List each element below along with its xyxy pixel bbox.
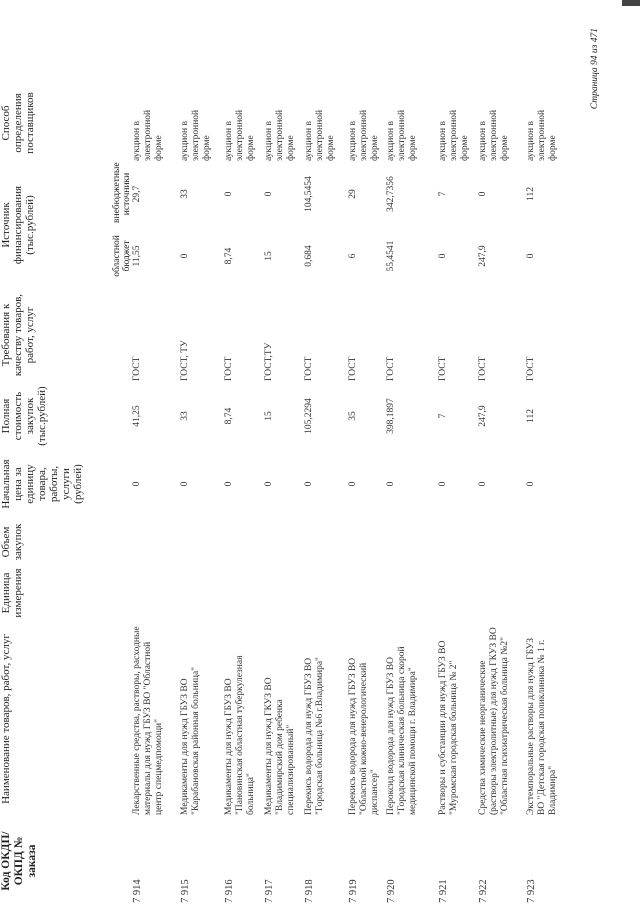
cell-method: аукцион в электронной форме (526, 109, 558, 161)
cell-unit (386, 565, 438, 621)
cell-funding-extra: 104,5454 (304, 176, 314, 212)
cell-volume (478, 519, 526, 565)
cell-method: аукцион в электронной форме (180, 109, 212, 161)
cell-funding-extra: 342,7356 (386, 176, 396, 212)
cell-requirements: ГОСТ (478, 356, 488, 381)
cell-method: аукцион в электронной форме (264, 109, 296, 161)
cell-spacer (180, 0, 224, 83)
cell-name: Медикаменты для нужд ГБУЗ ВО "Карабановская районная больница" (180, 666, 201, 815)
cell-requirements: ГОСТ (438, 356, 448, 381)
cell-funding-regional: 0,684 (304, 245, 314, 267)
table-row (304, 0, 348, 905)
cell-funding-extra: 0 (478, 191, 488, 197)
cell-funding-regional: 247,9 (478, 245, 488, 267)
cell-requirements: ГОСТ (304, 356, 314, 381)
header-funding-extra: внебюджетные источники (112, 162, 132, 223)
cell-spacer (438, 0, 478, 83)
cell-total: 7 (438, 413, 448, 419)
cell-code: 7 923 (526, 879, 537, 903)
cell-funding-regional: 11,55 (132, 245, 142, 267)
cell-spacer (264, 0, 304, 83)
cell-volume (180, 519, 224, 565)
cell-total: 15 (264, 411, 274, 421)
cell-funding-extra: 33 (180, 189, 190, 199)
header-requirements: Требования к качеству товаров, работ, услуг (0, 293, 36, 377)
cell-total: 247,9 (478, 405, 488, 427)
header-total: Полная стоимость закупок (тыс.рублей) (0, 386, 48, 446)
table-row (526, 0, 572, 905)
cell-price: 0 (526, 481, 536, 487)
cell-name: Пероксид водорода для нужд ГБУЗ ВО "Городская клиническая больница скорой медицинской помощи г. Владимира" (386, 646, 418, 815)
cell-price: 0 (386, 481, 396, 487)
header-unit: Единица измерения (0, 568, 24, 618)
cell-price: 0 (348, 481, 358, 487)
cell-total: 33 (180, 411, 190, 421)
cell-method: аукцион в электронной форме (438, 109, 470, 161)
cell-total: 105,2294 (304, 398, 314, 434)
cell-volume (264, 519, 304, 565)
cell-name: Медикаменты для нужд ГКУЗ ВО "Владимирский дом ребенка специализированный" (264, 677, 296, 815)
header-volume: Объем закупок (0, 523, 24, 561)
cell-name: Медикаменты для нужд ГБУЗ ВО "Пановинская областная туберкулезная больница" (224, 655, 256, 815)
cell-price: 0 (264, 481, 274, 487)
cell-code: 7 921 (438, 879, 449, 903)
page-number: Страница 94 из 471 (590, 28, 600, 110)
cell-name: Экстемпоральные растворы для нужд ГБУЗ ВО "Детская городская поликлиника № 1 г. Владимира" (526, 637, 558, 815)
cell-unit (478, 565, 526, 621)
cell-funding-regional: 0 (180, 253, 190, 259)
cell-volume (526, 519, 572, 565)
cell-price: 0 (132, 481, 142, 487)
cell-funding-extra: 0 (264, 191, 274, 197)
table-row (132, 0, 180, 905)
cell-spacer (386, 0, 438, 83)
cell-funding-regional: 15 (264, 251, 274, 261)
cell-price: 0 (478, 481, 488, 487)
cell-name: Средства химические неорганические (растворы электролитные) для нужд ГКУЗ ВО "Областная психиатрическая больница №2" (478, 627, 510, 815)
cell-method: аукцион в электронной форме (478, 109, 510, 161)
cell-funding-extra: 7 (438, 191, 448, 197)
cell-spacer (348, 0, 386, 83)
header-name: Наименование товаров, работ, услуг (0, 634, 12, 804)
header-method: Способ определения поставщиков (0, 92, 36, 154)
cell-price: 0 (224, 481, 234, 487)
cell-requirements: ГОСТ, ТУ (180, 340, 190, 381)
cell-volume (348, 519, 386, 565)
cell-requirements: ГОСТ (348, 356, 358, 381)
cell-spacer (526, 0, 572, 83)
table-row (348, 0, 386, 905)
cell-volume (132, 519, 180, 565)
cell-price: 0 (304, 481, 314, 487)
cell-funding-extra: 0 (224, 191, 234, 197)
cell-funding-regional: 6 (348, 253, 358, 259)
cell-unit (438, 565, 478, 621)
cell-method: аукцион в электронной форме (224, 109, 256, 161)
table-row (264, 0, 304, 905)
cell-volume (438, 519, 478, 565)
table-row (438, 0, 478, 905)
cell-code: 7 917 (264, 879, 275, 903)
cell-spacer (224, 0, 264, 83)
cell-requirements: ГОСТ (224, 356, 234, 381)
cell-unit (264, 565, 304, 621)
cell-volume (224, 519, 264, 565)
cell-code: 7 920 (386, 879, 397, 903)
cell-name: Растворы и субстанции для нужд ГБУЗ ВО "Муромская городская больница № 2" (438, 640, 459, 815)
cell-name: Перекись водорода для нужд ГБУЗ ВО "Областной кожно-венерологический диспансер" (348, 657, 380, 815)
cell-total: 35 (348, 411, 358, 421)
cell-funding-regional: 55,4541 (386, 240, 396, 272)
header-funding: Источник финансирования (тыс.рублей) (0, 185, 36, 265)
cell-unit (180, 565, 224, 621)
cell-total: 112 (526, 409, 536, 423)
cell-method: аукцион в электронной форме (348, 109, 380, 161)
cell-funding-regional: 8,74 (224, 247, 234, 265)
cell-code: 7 919 (348, 879, 359, 903)
header-funding-regional: областной бюджет (112, 235, 132, 277)
cell-price: 0 (180, 481, 190, 487)
cell-total: 8,74 (224, 407, 234, 425)
cell-code: 7 916 (224, 879, 235, 903)
cell-unit (526, 565, 572, 621)
cell-code: 7 922 (478, 879, 489, 903)
cell-requirements: ГОСТ,ТУ (264, 342, 274, 381)
header-price: Начальная цена за единицу товара, работы, услуги (рублей) (0, 459, 84, 509)
cell-name: Лекарственные средства, растворы, расходные материалы для нужд ГБУЗ ВО "Областной центр спецмедпомощи" (132, 626, 164, 815)
cell-unit (348, 565, 386, 621)
cell-volume (304, 519, 348, 565)
cell-spacer (132, 0, 180, 83)
table-row (224, 0, 264, 905)
cell-requirements: ГОСТ (386, 356, 396, 381)
table-body (132, 0, 572, 905)
cell-total: 398,1897 (386, 398, 396, 434)
cell-name: Перекись водорода для нужд ГБУЗ ВО "Городская больница №6 г.Владимира" (304, 657, 325, 815)
header-code: Код ОКДП/ ОКПД № заказа (0, 831, 38, 891)
table-row (478, 0, 526, 905)
cell-spacer (478, 0, 526, 83)
cell-funding-regional: 0 (438, 253, 448, 259)
table-row (180, 0, 224, 905)
cell-unit (224, 565, 264, 621)
cell-code: 7 918 (304, 879, 315, 903)
cell-code: 7 914 (132, 879, 143, 903)
cell-method: аукцион в электронной форме (132, 109, 164, 161)
cell-funding-extra: 29 (348, 189, 358, 199)
cell-spacer (304, 0, 348, 83)
cell-unit (304, 565, 348, 621)
cell-method: аукцион в электронной форме (386, 109, 418, 161)
cell-total: 41,25 (132, 405, 142, 427)
cell-funding-regional: 0 (526, 253, 536, 259)
cell-unit (132, 565, 180, 621)
cell-method: аукцион в электронной форме (304, 109, 336, 161)
cell-funding-extra: 29,7 (132, 185, 142, 203)
table-row (386, 0, 438, 905)
header-spacer (0, 0, 132, 83)
cell-code: 7 915 (180, 879, 191, 903)
cell-funding-extra: 112 (526, 187, 536, 201)
cell-volume (386, 519, 438, 565)
cell-requirements: ГОСТ (526, 356, 536, 381)
cell-price: 0 (438, 481, 448, 487)
cell-requirements: ГОСТ (132, 356, 142, 381)
